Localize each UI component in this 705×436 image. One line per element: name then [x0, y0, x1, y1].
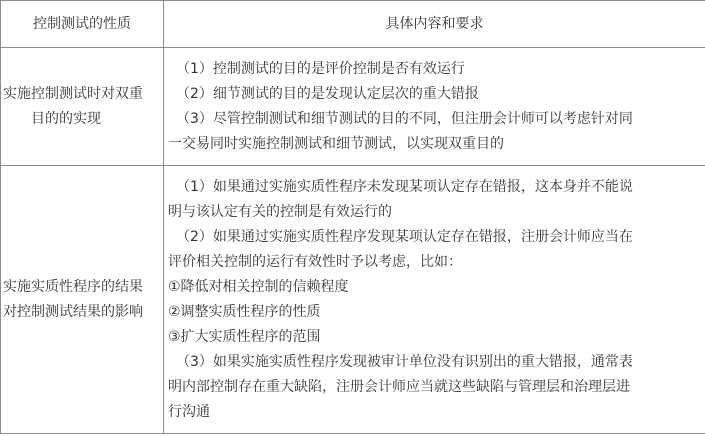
row-content-cell	[164, 166, 705, 434]
content-line: ③扩大实质性程序的范围	[168, 328, 321, 345]
table-row	[1, 166, 705, 434]
content-line: （2）细节测试的目的是发现认定层次的重大错报	[176, 85, 479, 102]
content-line: ①降低对相关控制的信赖程度	[168, 278, 349, 295]
content-line: （1）控制测试的目的是评价控制是否有效运行	[176, 60, 465, 77]
content-line: 评价相关控制的运行有效性时予以考虑，比如：	[168, 253, 462, 270]
row-label-line: 实施控制测试时对双重	[3, 85, 143, 102]
content-line: （2）如果通过实施实质性程序发现某项认定存在错报，注册会计师应当在	[176, 228, 633, 245]
row-label-cell	[1, 48, 164, 166]
row-label-line: 对控制测试结果的影响	[3, 303, 143, 320]
content-line: 行沟通	[168, 403, 210, 420]
table-header-row	[1, 1, 705, 48]
content-line: （1）如果通过实施实质性程序未发现某项认定存在错报，这本身并不能说	[176, 178, 633, 195]
content-line: 明与该认定有关的控制是有效运行的	[168, 203, 392, 220]
content-line: ②调整实质性程序的性质	[168, 303, 321, 320]
content-line: （3）尽管控制测试和细节测试的目的不同，但注册会计师可以考虑针对同	[176, 110, 633, 127]
content-line: 明内部控制存在重大缺陷，注册会计师应当就这些缺陷与管理层和治理层进	[168, 378, 630, 395]
header-cell-content: 具体内容和要求	[164, 1, 705, 48]
row-content-cell	[164, 48, 705, 166]
content-line: 一交易同时实施控制测试和细节测试，以实现双重目的	[168, 135, 504, 152]
header-cell-nature: 控制测试的性质	[1, 1, 164, 48]
content-line: （3）如果实施实质性程序发现被审计单位没有识别出的重大错报，通常表	[176, 353, 633, 370]
row-label-line: 实施实质性程序的结果	[3, 278, 143, 295]
table-row	[1, 48, 705, 166]
row-label-line: 目的的实现	[31, 110, 101, 127]
row-label-cell	[1, 166, 164, 434]
